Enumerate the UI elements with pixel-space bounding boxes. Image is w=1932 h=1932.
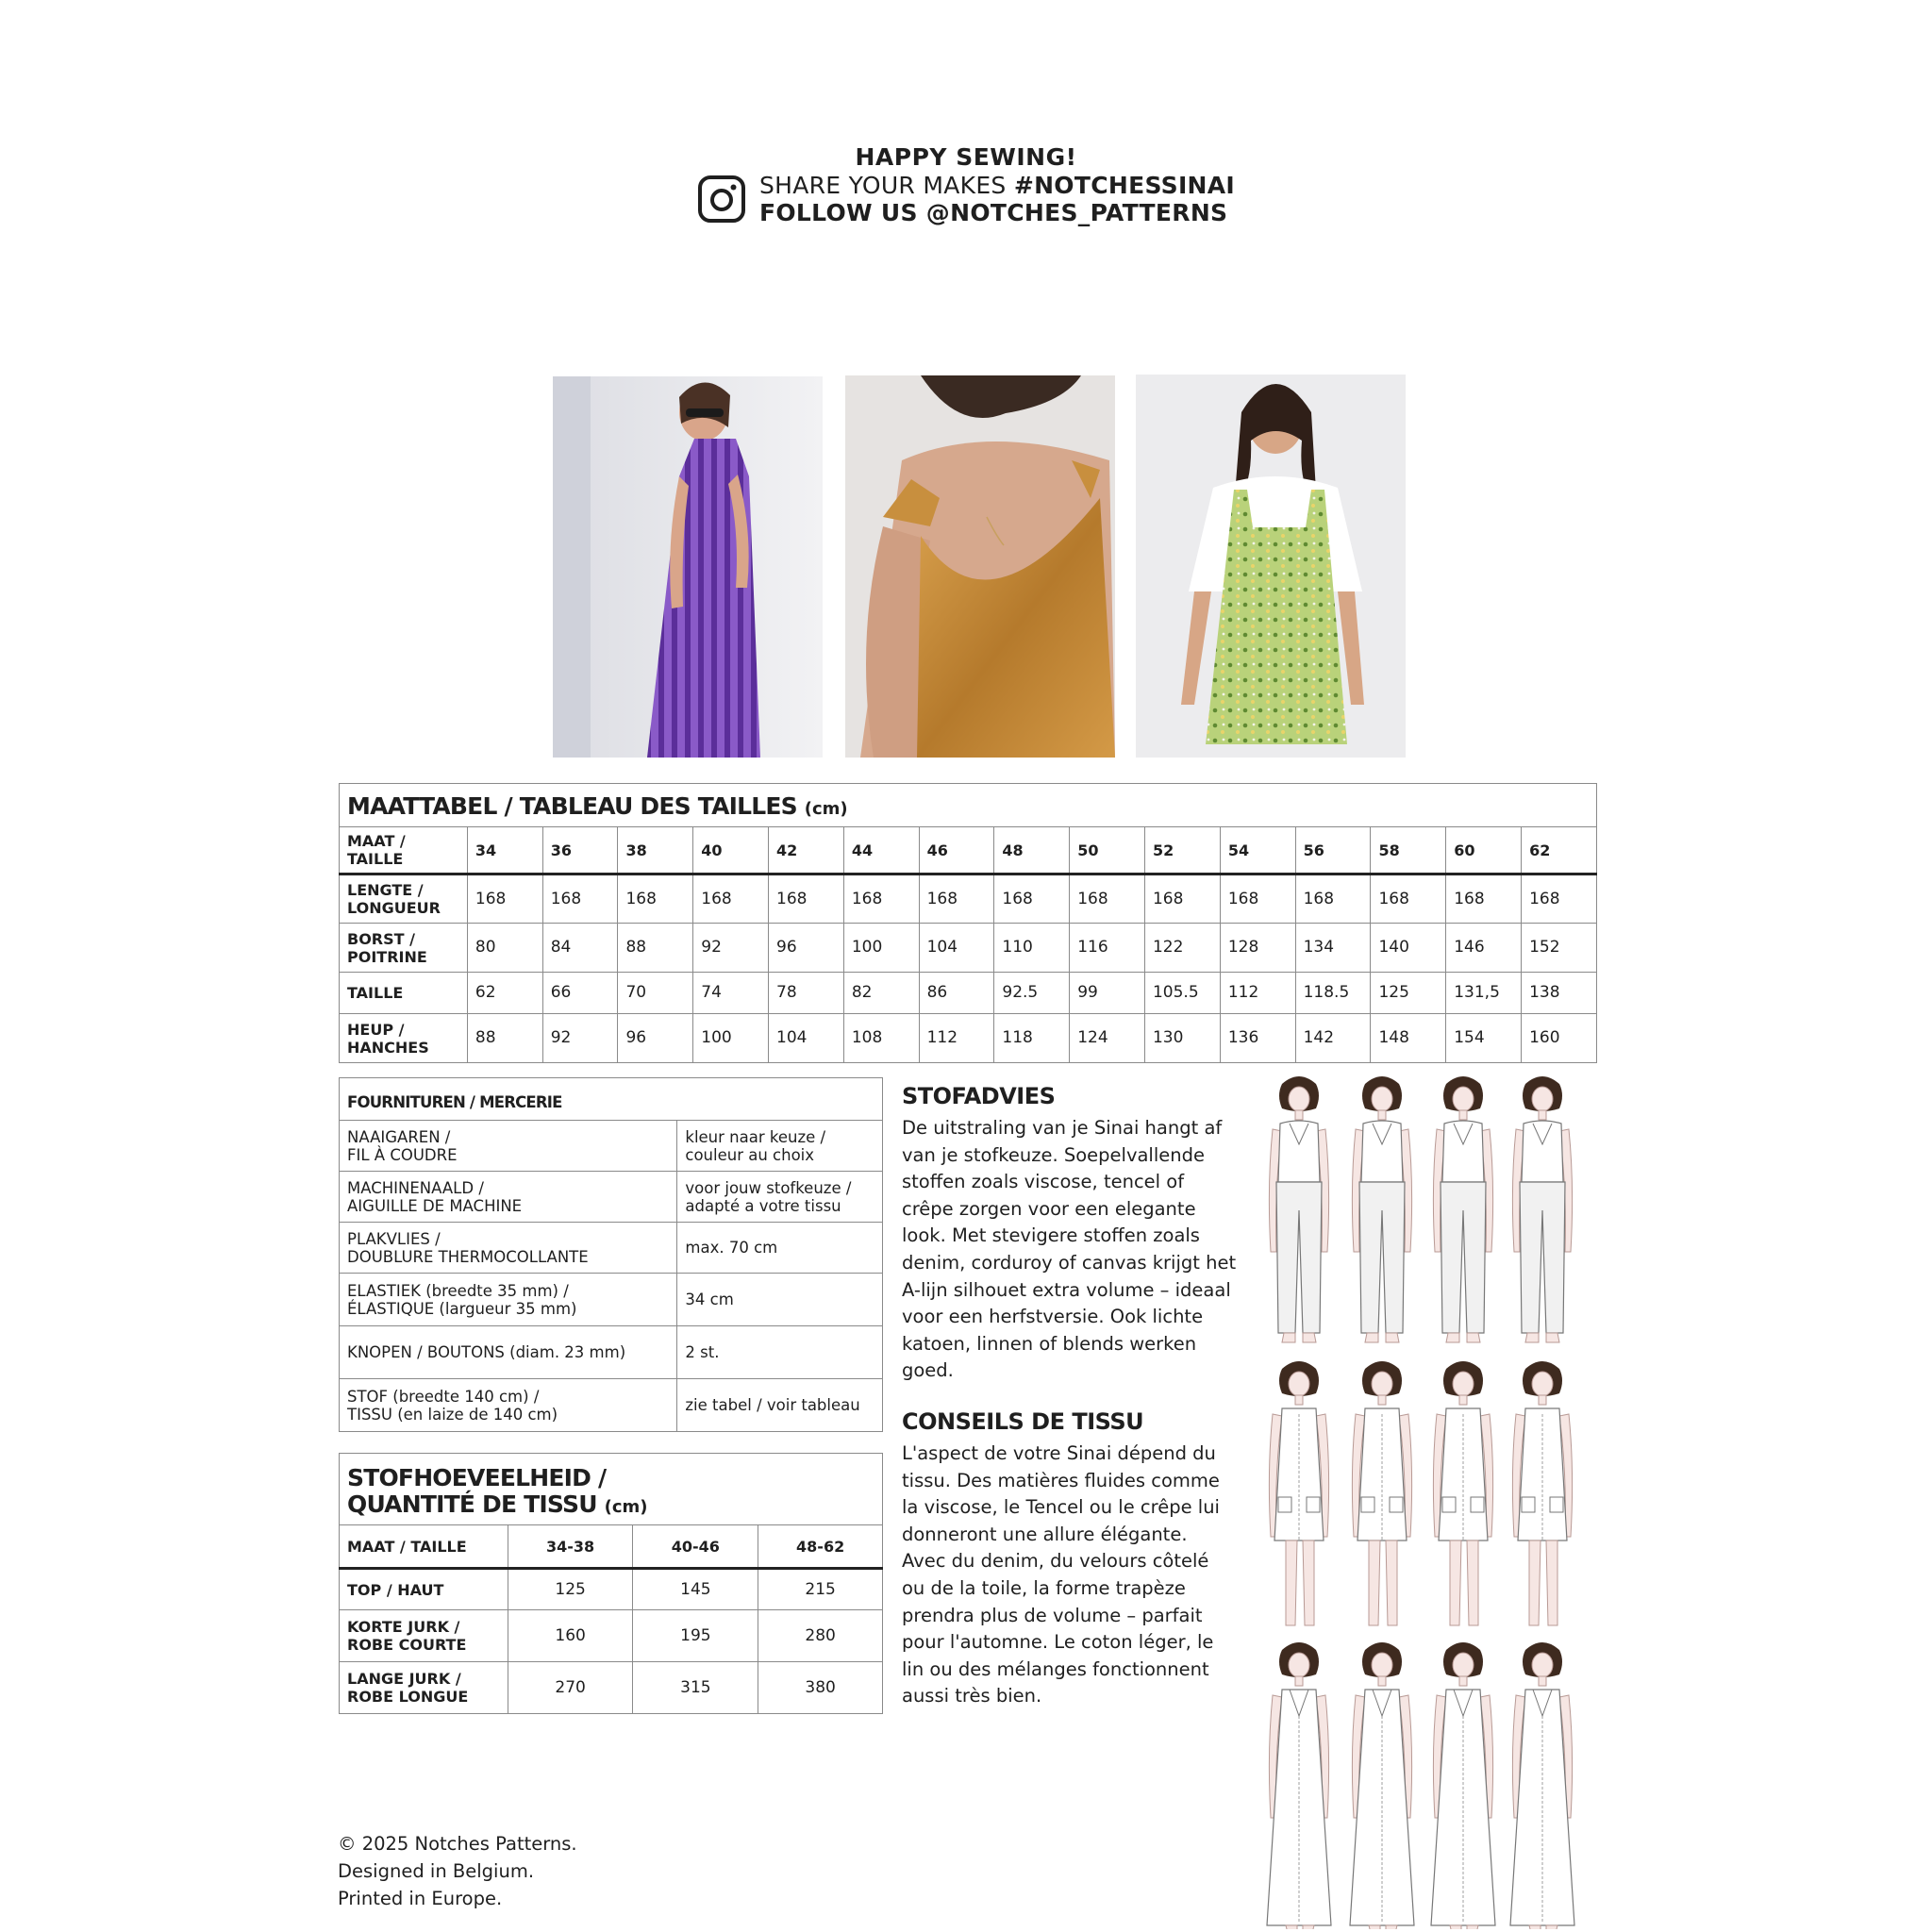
yardage-row xyxy=(340,1662,883,1714)
supply-value xyxy=(677,1172,883,1223)
size-row xyxy=(340,924,1597,973)
yardage-header-label: MAAT / TAILLE xyxy=(340,1525,508,1569)
fabric-advice-nl-text: De uitstraling van je Sinai hangt af van je stofkeuze. Soepelvallende stoffen zoals viscose, tencel of crêpe zorgen voor een elegante look. Met stevigere stoffen zoals denim, corduroy of canvas krijgt het A-lijn silhouet extra volume – ideaal voor een herfstversie. Ook lichte katoen, linnen of blends werken goed. xyxy=(902,1117,1237,1382)
yardage-row-label-line1: LANGE JURK / xyxy=(347,1670,461,1688)
size-row-label: BORST / POITRINE xyxy=(340,924,468,973)
size-table-unit: (cm) xyxy=(804,799,848,819)
size-value-cell: 104 xyxy=(769,1014,844,1063)
supply-item xyxy=(340,1172,677,1223)
size-header-cell: 42 xyxy=(769,827,844,874)
size-value-cell: 82 xyxy=(843,973,919,1014)
size-value-cell: 140 xyxy=(1371,924,1446,973)
size-value-cell: 125 xyxy=(1371,973,1446,1014)
yardage-value-cell: 315 xyxy=(633,1662,758,1714)
supply-row xyxy=(340,1326,883,1379)
size-value-cell: 146 xyxy=(1446,924,1522,973)
share-text: SHARE YOUR MAKES xyxy=(758,172,1014,199)
size-value-cell: 86 xyxy=(919,973,994,1014)
size-row-label: LENGTE / LONGUEUR xyxy=(340,874,468,924)
supply-item-line2: FIL À COUDRE xyxy=(347,1145,458,1164)
size-value-cell: 168 xyxy=(843,874,919,924)
supply-item-line2: TISSU (en laize de 140 cm) xyxy=(347,1405,558,1424)
green-pinafore-photo xyxy=(1136,375,1406,758)
supply-value-line1: voor jouw stofkeuze / xyxy=(685,1178,852,1197)
yardage-value-cell: 195 xyxy=(633,1610,758,1662)
size-value-cell: 80 xyxy=(467,924,542,973)
yardage-row-label xyxy=(340,1610,508,1662)
header xyxy=(0,143,1932,227)
size-header-cell: 62 xyxy=(1522,827,1597,874)
size-value-cell: 138 xyxy=(1522,973,1597,1014)
illustration-row-long xyxy=(1267,1642,1574,1929)
size-value-cell: 99 xyxy=(1070,973,1145,1014)
yardage-row-label-line1: KORTE JURK / xyxy=(347,1618,460,1636)
supply-item-line1: PLAKVLIES / xyxy=(347,1229,441,1248)
illustration-row-short xyxy=(1269,1361,1572,1625)
size-value-cell: 168 xyxy=(1070,874,1145,924)
supply-item-line2: AIGUILLE DE MACHINE xyxy=(347,1196,523,1215)
fabric-advice-fr xyxy=(902,1408,1237,1710)
size-value-cell: 62 xyxy=(467,973,542,1014)
size-value-cell: 88 xyxy=(618,924,693,973)
size-value-cell: 100 xyxy=(693,1014,769,1063)
size-value-cell: 100 xyxy=(843,924,919,973)
size-row xyxy=(340,1014,1597,1063)
yardage-row xyxy=(340,1610,883,1662)
size-table-title-text: MAATTABEL / TABLEAU DES TAILLES xyxy=(347,792,797,820)
size-row-label: HEUP / HANCHES xyxy=(340,1014,468,1063)
supply-value-line2: adapté a votre tissu xyxy=(685,1196,841,1215)
size-header-cell: 34 xyxy=(467,827,542,874)
size-value-cell: 92 xyxy=(693,924,769,973)
illustration-row-top xyxy=(1269,1076,1572,1342)
size-row xyxy=(340,973,1597,1014)
fabric-advice-fr-title: CONSEILS DE TISSU xyxy=(902,1408,1144,1435)
size-value-cell: 168 xyxy=(1522,874,1597,924)
supply-value-line1: 34 cm xyxy=(685,1291,734,1308)
copyright-line: © 2025 Notches Patterns. xyxy=(338,1833,577,1855)
yardage-row-label-line2: ROBE COURTE xyxy=(347,1636,467,1654)
supply-value xyxy=(677,1223,883,1274)
green-pinafore-image xyxy=(1136,375,1406,758)
size-value-cell: 168 xyxy=(1371,874,1446,924)
fabric-advice-fr-text: L'aspect de votre Sinai dépend du tissu. Des matières fluides comme la viscose, le Tencel ou le crêpe lui donneront une allure élégante. Avec du denim, du velours côtelé ou de la toile, la forme trapèze prendra plus de volume – parfait pour l'automne. Le coton léger, le lin ou des mélanges fonctionnent aussi très bien. xyxy=(902,1442,1220,1707)
supply-item xyxy=(340,1326,677,1379)
size-table-title xyxy=(340,784,1597,827)
yardage-value-cell: 215 xyxy=(758,1569,883,1610)
yardage-range-header: 34-38 xyxy=(508,1525,633,1569)
size-row xyxy=(340,874,1597,924)
yardage-range-header: 40-46 xyxy=(633,1525,758,1569)
yardage-row-label xyxy=(340,1569,508,1610)
instagram-icon xyxy=(697,175,746,224)
supply-value-line1: zie tabel / voir tableau xyxy=(685,1396,860,1414)
ochre-top-image xyxy=(845,375,1115,758)
supply-item-line1: MACHINENAALD / xyxy=(347,1178,484,1197)
share-line xyxy=(759,172,1235,199)
size-value-cell: 134 xyxy=(1295,924,1371,973)
supply-value xyxy=(677,1326,883,1379)
size-header-cell: 54 xyxy=(1220,827,1295,874)
supply-item-line2: DOUBLURE THERMOCOLLANTE xyxy=(347,1247,589,1266)
supply-row xyxy=(340,1172,883,1223)
purple-dress-image xyxy=(553,376,823,758)
supply-item xyxy=(340,1379,677,1432)
size-value-cell: 148 xyxy=(1371,1014,1446,1063)
supply-value-line1: max. 70 cm xyxy=(685,1239,778,1257)
technical-illustrations xyxy=(1259,1071,1599,1929)
yardage-table xyxy=(339,1453,883,1714)
size-value-cell: 168 xyxy=(618,874,693,924)
size-value-cell: 112 xyxy=(919,1014,994,1063)
size-value-cell: 131,5 xyxy=(1446,973,1522,1014)
supply-item-line1: ELASTIEK (breedte 35 mm) / xyxy=(347,1281,569,1300)
size-value-cell: 122 xyxy=(1144,924,1220,973)
supply-item-line1: KNOPEN / BOUTONS (diam. 23 mm) xyxy=(347,1343,626,1361)
purple-striped-dress-photo xyxy=(553,376,823,758)
size-value-cell: 168 xyxy=(994,874,1070,924)
social-lines xyxy=(759,172,1235,226)
size-table xyxy=(339,783,1597,1063)
size-value-cell: 88 xyxy=(467,1014,542,1063)
size-value-cell: 168 xyxy=(542,874,618,924)
size-value-cell: 110 xyxy=(994,924,1070,973)
size-header-cell: 50 xyxy=(1070,827,1145,874)
fabric-advice-nl xyxy=(902,1083,1237,1385)
supply-row xyxy=(340,1223,883,1274)
size-value-cell: 112 xyxy=(1220,973,1295,1014)
size-value-cell: 84 xyxy=(542,924,618,973)
supply-item xyxy=(340,1121,677,1172)
size-value-cell: 168 xyxy=(1220,874,1295,924)
size-header-cell: 44 xyxy=(843,827,919,874)
size-value-cell: 104 xyxy=(919,924,994,973)
size-header-cell: 58 xyxy=(1371,827,1446,874)
yardage-unit: (cm) xyxy=(604,1497,648,1517)
size-value-cell: 96 xyxy=(769,924,844,973)
yardage-row-label-line1: TOP / HAUT xyxy=(347,1580,444,1599)
size-header-cell: 46 xyxy=(919,827,994,874)
size-header-cell: 36 xyxy=(542,827,618,874)
yardage-value-cell: 145 xyxy=(633,1569,758,1610)
yardage-title-line1: STOFHOEVEELHEID / xyxy=(347,1464,607,1491)
follow-line[interactable]: FOLLOW US @NOTCHES_PATTERNS xyxy=(758,199,1228,226)
happy-sewing-heading: HAPPY SEWING! xyxy=(855,143,1077,171)
size-value-cell: 92.5 xyxy=(994,973,1070,1014)
size-value-cell: 92 xyxy=(542,1014,618,1063)
size-value-cell: 152 xyxy=(1522,924,1597,973)
size-header-label: MAAT / TAILLE xyxy=(340,827,468,874)
supply-item xyxy=(340,1223,677,1274)
size-value-cell: 168 xyxy=(1295,874,1371,924)
printed-line: Printed in Europe. xyxy=(338,1888,503,1909)
hashtag[interactable]: #NOTCHESSINAI xyxy=(1013,172,1236,199)
footer xyxy=(338,1830,577,1912)
size-value-cell: 168 xyxy=(1144,874,1220,924)
size-value-cell: 118 xyxy=(994,1014,1070,1063)
size-row-label: TAILLE xyxy=(340,973,468,1014)
yardage-value-cell: 380 xyxy=(758,1662,883,1714)
yardage-value-cell: 160 xyxy=(508,1610,633,1662)
supply-item-line1: STOF (breedte 140 cm) / xyxy=(347,1387,540,1406)
size-value-cell: 128 xyxy=(1220,924,1295,973)
size-value-cell: 168 xyxy=(1446,874,1522,924)
size-value-cell: 78 xyxy=(769,973,844,1014)
supply-row xyxy=(340,1274,883,1326)
yardage-range-header: 48-62 xyxy=(758,1525,883,1569)
supply-value xyxy=(677,1274,883,1326)
supply-row xyxy=(340,1379,883,1432)
supply-value xyxy=(677,1121,883,1172)
size-value-cell: 124 xyxy=(1070,1014,1145,1063)
yardage-value-cell: 270 xyxy=(508,1662,633,1714)
ochre-top-photo xyxy=(845,375,1115,758)
yardage-row xyxy=(340,1569,883,1610)
supply-row xyxy=(340,1121,883,1172)
size-value-cell: 108 xyxy=(843,1014,919,1063)
size-value-cell: 168 xyxy=(919,874,994,924)
yardage-value-cell: 125 xyxy=(508,1569,633,1610)
size-header-cell: 40 xyxy=(693,827,769,874)
size-value-cell: 66 xyxy=(542,973,618,1014)
supply-item xyxy=(340,1274,677,1326)
size-value-cell: 154 xyxy=(1446,1014,1522,1063)
size-value-cell: 116 xyxy=(1070,924,1145,973)
size-header-cell: 38 xyxy=(618,827,693,874)
fabric-advice-nl-title: STOFADVIES xyxy=(902,1083,1056,1109)
size-value-cell: 142 xyxy=(1295,1014,1371,1063)
size-header-cell: 48 xyxy=(994,827,1070,874)
size-value-cell: 118.5 xyxy=(1295,973,1371,1014)
size-value-cell: 168 xyxy=(467,874,542,924)
supply-value-line1: kleur naar keuze / xyxy=(685,1127,826,1146)
supplies-table xyxy=(339,1077,883,1432)
size-value-cell: 96 xyxy=(618,1014,693,1063)
yardage-value-cell: 280 xyxy=(758,1610,883,1662)
supply-item-line2: ÉLASTIQUE (largueur 35 mm) xyxy=(347,1299,577,1318)
supply-value-line2: couleur au choix xyxy=(685,1145,815,1164)
size-header-cell: 60 xyxy=(1446,827,1522,874)
social-row xyxy=(697,172,1235,226)
size-value-cell: 74 xyxy=(693,973,769,1014)
size-value-cell: 70 xyxy=(618,973,693,1014)
supply-value-line1: 2 st. xyxy=(685,1343,720,1361)
size-value-cell: 130 xyxy=(1144,1014,1220,1063)
size-value-cell: 168 xyxy=(693,874,769,924)
supply-value xyxy=(677,1379,883,1432)
size-value-cell: 136 xyxy=(1220,1014,1295,1063)
yardage-title-line2: QUANTITÉ DE TISSU xyxy=(347,1491,597,1518)
yardage-row-label xyxy=(340,1662,508,1714)
size-value-cell: 168 xyxy=(769,874,844,924)
size-header-cell: 52 xyxy=(1144,827,1220,874)
supply-item-line1: NAAIGAREN / xyxy=(347,1127,451,1146)
yardage-title xyxy=(340,1454,883,1525)
size-value-cell: 160 xyxy=(1522,1014,1597,1063)
designed-line: Designed in Belgium. xyxy=(338,1860,535,1882)
size-value-cell: 105.5 xyxy=(1144,973,1220,1014)
size-header-cell: 56 xyxy=(1295,827,1371,874)
supplies-title: FOURNITUREN / MERCERIE xyxy=(340,1078,883,1121)
yardage-row-label-line2: ROBE LONGUE xyxy=(347,1688,469,1706)
